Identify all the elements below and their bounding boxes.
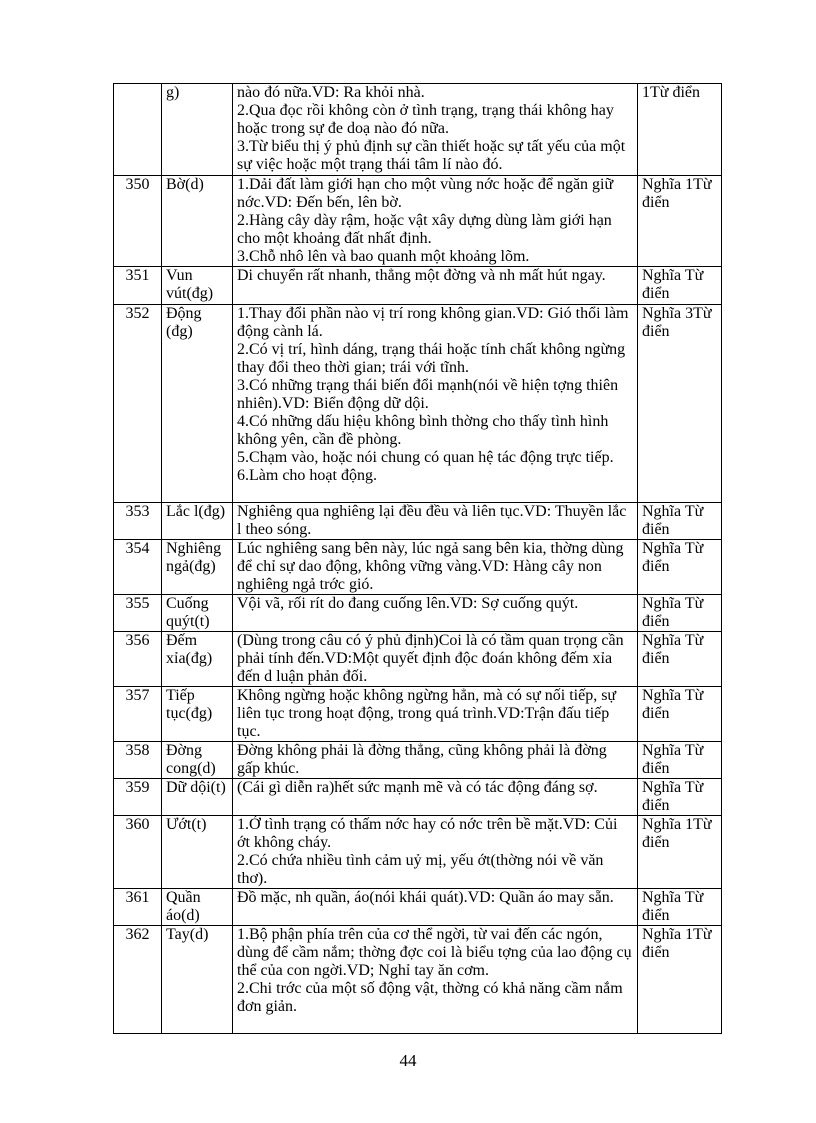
entry-number: 353 [114, 503, 162, 540]
definition-line: 5.Chạm vào, hoặc nói chung có quan hệ tác động trực tiếp. [237, 449, 614, 466]
entry-word: Dữ dội(t) [162, 779, 233, 816]
definition-line: 3.Chỗ nhô lên và bao quanh một khoảng lõm. [237, 248, 530, 265]
entry-definition [233, 889, 638, 926]
entry-source: Nghĩa 1Từ điển [638, 176, 722, 267]
definition-line: 4.Có những dấu hiệu không bình thờng cho thấy tình hình không yên, cần đề phòng. [237, 413, 609, 448]
table-row [114, 889, 722, 926]
definition-line: Vội vã, rối rít do đang cuống lên.VD: Sợ cuống quýt. [237, 595, 579, 612]
entry-source: Nghĩa Từ điển [638, 540, 722, 595]
table-row [114, 305, 722, 503]
definition-line: (Cái gì diễn ra)hết sức mạnh mẽ và có tác động đáng sợ. [237, 779, 598, 796]
entry-source: Nghĩa Từ điển [638, 742, 722, 779]
definition-line: 1.Bộ phận phía trên của cơ thể ngời, từ vai đến các ngón, dùng để cầm nắm; thờng đợc coi là biểu tợng của lao động cụ thể của con ngời.VD; Nghỉ tay ăn cơm. [237, 926, 632, 979]
entry-definition [233, 779, 638, 816]
entry-source: Nghĩa Từ điển [638, 687, 722, 742]
entry-definition [233, 687, 638, 742]
definition-line: Đờng không phải là đờng thẳng, cũng không phải là đờng gấp khúc. [237, 742, 607, 777]
definition-line: Không ngừng hoặc không ngừng hẳn, mà có sự nối tiếp, sự liên tục trong hoạt động, trong quá trình.VD:Trận đấu tiếp tục. [237, 687, 617, 740]
definition-line: 2.Có vị trí, hình dáng, trạng thái hoặc tính chất không ngừng thay đổi theo thời gian; trái với tĩnh. [237, 341, 626, 376]
entry-word: Tiếp tục(đg) [162, 687, 233, 742]
dictionary-table [113, 83, 722, 1034]
entry-definition [233, 540, 638, 595]
definition-line: 3.Từ biểu thị ý phủ định sự cần thiết hoặc sự tất yếu của một sự việc hoặc một trạng thái tâm lí nào đó. [237, 138, 626, 173]
entry-source: Nghĩa Từ điển [638, 503, 722, 540]
page-number: 44 [399, 1051, 417, 1070]
table-row [114, 595, 722, 632]
entry-number: 354 [114, 540, 162, 595]
entry-word: Nghiêng ngả(đg) [162, 540, 233, 595]
definition-line: 6.Làm cho hoạt động. [237, 467, 377, 484]
entry-word: Vun vút(đg) [162, 267, 233, 305]
entry-number: 357 [114, 687, 162, 742]
table-row [114, 503, 722, 540]
table-row [114, 742, 722, 779]
entry-definition [233, 84, 638, 176]
entry-number: 352 [114, 305, 162, 503]
definition-line: 1.Thay đổi phần nào vị trí rong không gian.VD: Gió thổi làm động cành lá. [237, 305, 629, 340]
entry-source: 1Từ điển [638, 84, 722, 176]
entry-definition [233, 926, 638, 1034]
table-row [114, 540, 722, 595]
entry-word: g) [162, 84, 233, 176]
definition-line: (Dùng trong câu có ý phủ định)Coi là có tầm quan trọng cần phải tính đến.VD:Một quyết định độc đoán không đếm xỉa đến d luận phản đối. [237, 632, 624, 685]
definition-line: Lúc nghiêng sang bên này, lúc ngả sang bên kia, thờng dùng để chỉ sự dao động, không vững vàng.VD: Hàng cây non nghiêng ngả trớc gió. [237, 540, 624, 593]
definition-line: 2.Qua đọc rồi không còn ở tình trạng, trạng thái không hay hoặc trong sự đe doạ nào đó nữa. [237, 102, 614, 137]
entry-number: 358 [114, 742, 162, 779]
entry-definition [233, 176, 638, 267]
entry-source: Nghĩa 3Từ điển [638, 305, 722, 503]
definition-line: 1.Dải đất làm giới hạn cho một vùng nớc hoặc để ngăn giữ nớc.VD: Đến bến, lên bờ. [237, 176, 614, 211]
definition-line: Đồ mặc, nh quần, áo(nói khái quát).VD: Quần áo may sẵn. [237, 889, 614, 906]
entry-word: Đếm xỉa(đg) [162, 632, 233, 687]
table-row [114, 267, 722, 305]
entry-source: Nghĩa 1Từ điển [638, 816, 722, 889]
table-row [114, 779, 722, 816]
entry-source: Nghĩa Từ điển [638, 779, 722, 816]
dictionary-table-body [114, 84, 722, 1034]
entry-word: Ướt(t) [162, 816, 233, 889]
entry-word: Đờng cong(d) [162, 742, 233, 779]
entry-definition [233, 632, 638, 687]
definition-line: 3.Có những trạng thái biến đổi mạnh(nói về hiện tợng thiên nhiên).VD: Biển động dữ dội. [237, 377, 619, 412]
table-row [114, 84, 722, 176]
table-row [114, 176, 722, 267]
entry-number: 360 [114, 816, 162, 889]
definition-line: 2.Có chứa nhiều tình cảm uỷ mị, yếu ớt(thờng nói về văn thơ). [237, 852, 604, 887]
table-row [114, 687, 722, 742]
entry-definition [233, 305, 638, 503]
entry-number [114, 84, 162, 176]
definition-line: 1.Ở tình trạng có thấm nớc hay có nớc trên bề mặt.VD: Củi ớt không cháy. [237, 816, 618, 851]
definition-line: nào đó nữa.VD: Ra khỏi nhà. [237, 84, 425, 101]
definition-line: 2.Chi trớc của một số động vật, thờng có khả năng cầm nắm đơn giản. [237, 980, 623, 1015]
table-row [114, 816, 722, 889]
entry-word: Bờ(d) [162, 176, 233, 267]
entry-source: Nghĩa 1Từ điển [638, 926, 722, 1034]
entry-word: Cuống quýt(t) [162, 595, 233, 632]
entry-word: Tay(d) [162, 926, 233, 1034]
entry-number: 356 [114, 632, 162, 687]
entry-word: Quần áo(d) [162, 889, 233, 926]
entry-definition [233, 503, 638, 540]
entry-number: 362 [114, 926, 162, 1034]
definition-line: Di chuyển rất nhanh, thẳng một đờng và nh mất hút ngay. [237, 267, 606, 284]
entry-source: Nghĩa Từ điển [638, 267, 722, 305]
entry-definition [233, 267, 638, 305]
entry-source: Nghĩa Từ điển [638, 889, 722, 926]
entry-number: 350 [114, 176, 162, 267]
entry-source: Nghĩa Từ điển [638, 632, 722, 687]
entry-word: Lắc l(đg) [162, 503, 233, 540]
entry-definition [233, 595, 638, 632]
entry-definition [233, 742, 638, 779]
entry-number: 355 [114, 595, 162, 632]
definition-line: 2.Hàng cây dày rậm, hoặc vật xây dựng dùng làm giới hạn cho một khoảng đất nhất định. [237, 212, 612, 247]
table-row [114, 632, 722, 687]
definition-line: Nghiêng qua nghiêng lại đều đều và liên tục.VD: Thuyền lắc l theo sóng. [237, 503, 627, 538]
entry-definition [233, 816, 638, 889]
entry-word: Động (đg) [162, 305, 233, 503]
entry-number: 351 [114, 267, 162, 305]
table-row [114, 926, 722, 1034]
entry-number: 361 [114, 889, 162, 926]
entry-number: 359 [114, 779, 162, 816]
entry-source: Nghĩa Từ điển [638, 595, 722, 632]
